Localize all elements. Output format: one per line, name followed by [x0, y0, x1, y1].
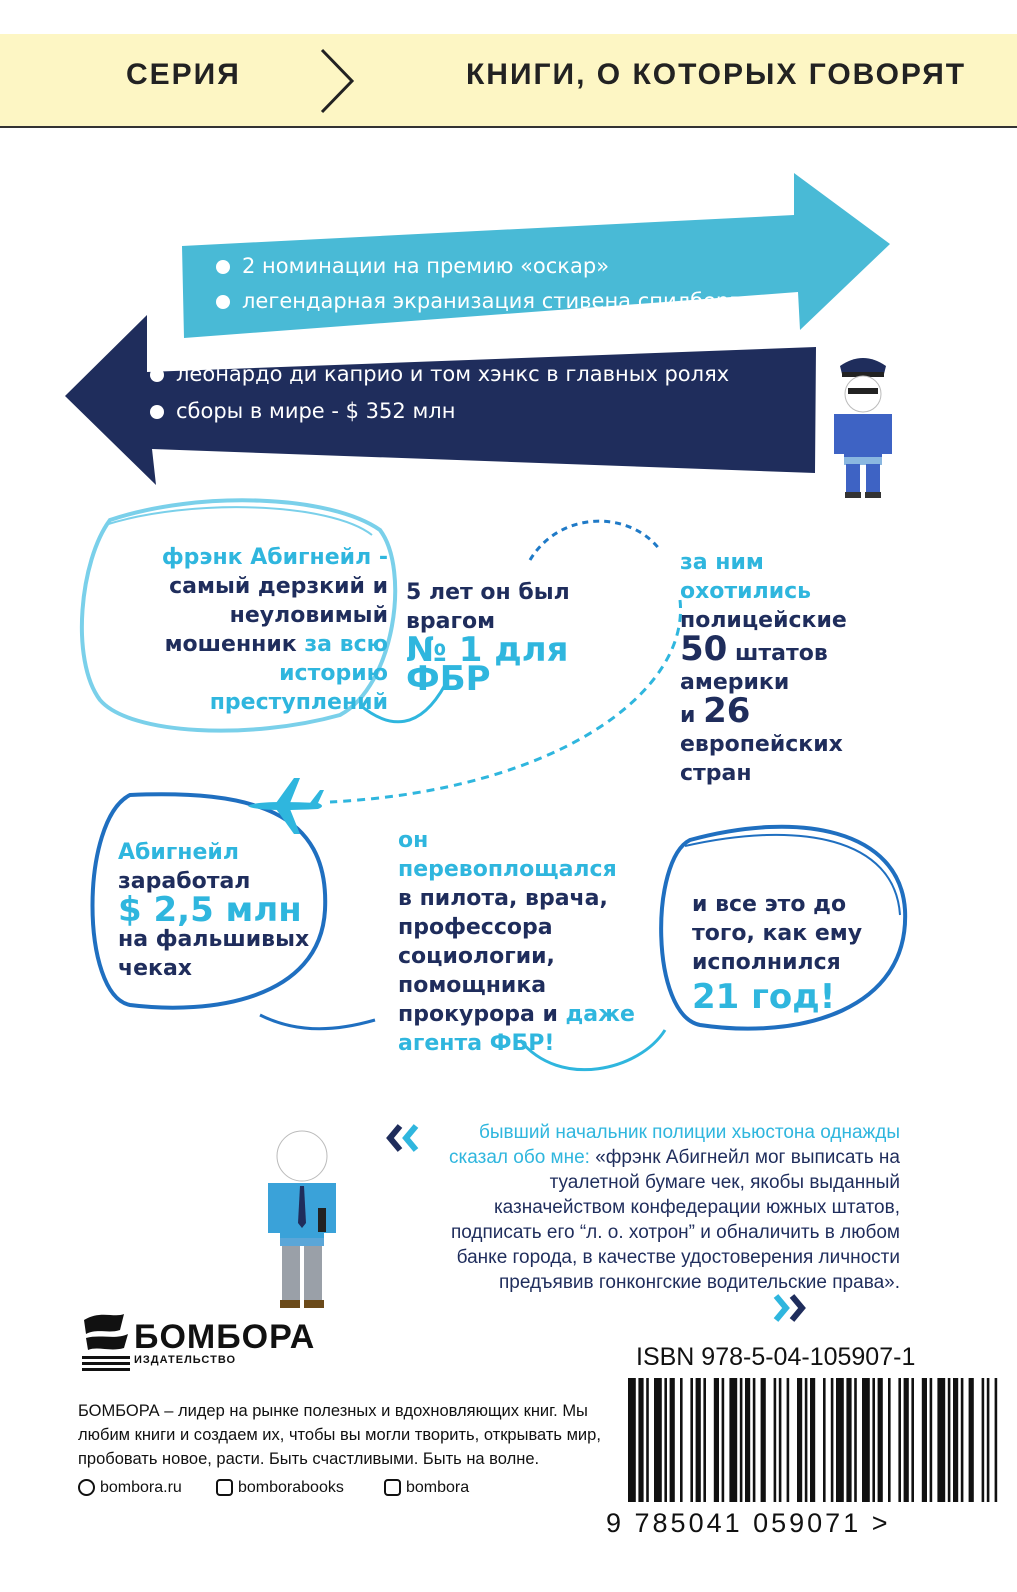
barcode-bar: [628, 1378, 636, 1502]
barcode-bar: [646, 1378, 649, 1502]
barcode-bar: [854, 1378, 857, 1502]
quote-open-icon: [384, 1120, 424, 1160]
left-arrow-item-2: сборы в мире - $ 352 млн: [150, 399, 455, 423]
barcode-bar: [930, 1378, 933, 1502]
pilot-figure-icon: [828, 352, 898, 507]
barcode-bar: [779, 1378, 782, 1502]
barcode-bar: [922, 1378, 927, 1502]
isbn-label: ISBN 978-5-04-105907-1: [636, 1343, 916, 1371]
barcode-bar: [805, 1378, 808, 1502]
series-title: КНИГИ, О КОТОРЫХ ГОВОРЯТ: [466, 58, 967, 91]
barcode-bar: [898, 1378, 901, 1502]
fact-roles: он перевоплощался в пилота, врача, профессора социологии, помощника прокурора и даже агента ФБР!: [398, 828, 635, 1056]
barcode-bar: [937, 1378, 945, 1502]
curve-to-roles: [260, 1015, 375, 1029]
vk-icon: [216, 1479, 233, 1496]
quote-close-icon: [770, 1290, 810, 1330]
telegram-icon: [384, 1479, 401, 1496]
publisher-name: БОМБОРА: [134, 1318, 316, 1356]
barcode-bar: [703, 1378, 706, 1502]
barcode-bar: [714, 1378, 719, 1502]
barcode-bar: [872, 1378, 875, 1502]
barcode: [628, 1378, 1008, 1504]
right-arrow-item-1: 2 номинации на премию «оскар»: [216, 254, 609, 278]
barcode-bar: [982, 1378, 985, 1502]
barcode-bar: [823, 1378, 826, 1502]
barcode-bar: [690, 1378, 693, 1502]
barcode-bar: [846, 1378, 851, 1502]
bullet-icon: [216, 295, 230, 309]
publisher-about: БОМБОРА – лидер на рынке полезных и вдохновляющих книг. Мы любим книги и создаем их, чтобы вы могли творить, открывать мир, пробовать новое, расти. Быть счастливыми. Быть на волне.: [78, 1402, 601, 1468]
barcode-bar: [810, 1378, 815, 1502]
social-link-telegram[interactable]: bombora: [384, 1479, 469, 1497]
barcode-bar: [987, 1378, 990, 1502]
left-arrow-item-1: леонардо ди каприо и том хэнкс в главных ролях: [150, 362, 729, 386]
publisher-sub: ИЗДАТЕЛЬСТВО: [134, 1354, 237, 1366]
fact-fbi: 5 лет он был врагом № 1 для ФБР: [406, 580, 570, 699]
barcode-bar: [638, 1378, 643, 1502]
fact-frank: фрэнк Абигнейл - самый дерзкий и неуловимый мошенник за всю историю преступлений: [161, 545, 388, 715]
airplane-icon: [246, 776, 326, 836]
barcode-bar: [831, 1378, 834, 1502]
barcode-bar: [961, 1378, 964, 1502]
fact-earned: Абигнейл заработал $ 2,5 млн на фальшивых чеках: [118, 840, 310, 981]
bullet-icon: [150, 405, 164, 419]
barcode-bar: [664, 1378, 667, 1502]
barcode-bar: [836, 1378, 844, 1502]
barcode-bar: [654, 1378, 662, 1502]
barcode-bar: [745, 1378, 750, 1502]
barcode-bar: [888, 1378, 891, 1502]
curve-fbi-top: [530, 521, 660, 560]
barcode-bar: [797, 1378, 802, 1502]
fact-hunted: за ним охотились полицейские 50 штатов америки и 26 европейских стран: [680, 550, 847, 786]
barcode-bar: [753, 1378, 756, 1502]
bombora-logo-icon: [80, 1310, 132, 1372]
barcode-bar: [948, 1378, 951, 1502]
bullet-icon: [150, 368, 164, 382]
barcode-bar: [787, 1378, 790, 1502]
bullet-icon: [216, 260, 230, 274]
social-link-vk[interactable]: bomborabooks: [216, 1479, 344, 1497]
barcode-bar: [862, 1378, 870, 1502]
globe-icon: [78, 1479, 95, 1496]
right-arrow-item-2: легендарная экранизация стивена спилберга: [216, 289, 753, 313]
barcode-bar: [696, 1378, 701, 1502]
barcode-bar: [722, 1378, 725, 1502]
barcode-bar: [904, 1378, 909, 1502]
series-label: СЕРИЯ: [126, 58, 241, 91]
fact-age: и все это до того, как ему исполнился 21 год!: [692, 892, 863, 1017]
barcode-bar: [953, 1378, 958, 1502]
ean-digits: 9 785041 059071 >: [606, 1508, 891, 1538]
quote-text: бывший начальник полиции хьюстона однажды сказал обо мне: «фрэнк Абигнейл мог выписать на туалетной бумаге чек, якобы выданный казначейством конфедерации южных штатов, подписать его “л. о. хотрон” и обналичить в любом банке города, в качестве удостоверения личности предъявив гонконгские водительские права».: [449, 1122, 900, 1293]
barcode-bar: [995, 1378, 998, 1502]
barcode-bar: [729, 1378, 737, 1502]
barcode-bar: [761, 1378, 766, 1502]
barcode-bar: [680, 1378, 683, 1502]
man-figure-icon: [262, 1128, 342, 1318]
barcode-bar: [911, 1378, 914, 1502]
social-link-site[interactable]: bombora.ru: [78, 1479, 182, 1497]
barcode-bar: [969, 1378, 974, 1502]
barcode-bar: [670, 1378, 675, 1502]
barcode-bar: [740, 1378, 743, 1502]
barcode-bar: [878, 1378, 883, 1502]
barcode-bar: [774, 1378, 777, 1502]
